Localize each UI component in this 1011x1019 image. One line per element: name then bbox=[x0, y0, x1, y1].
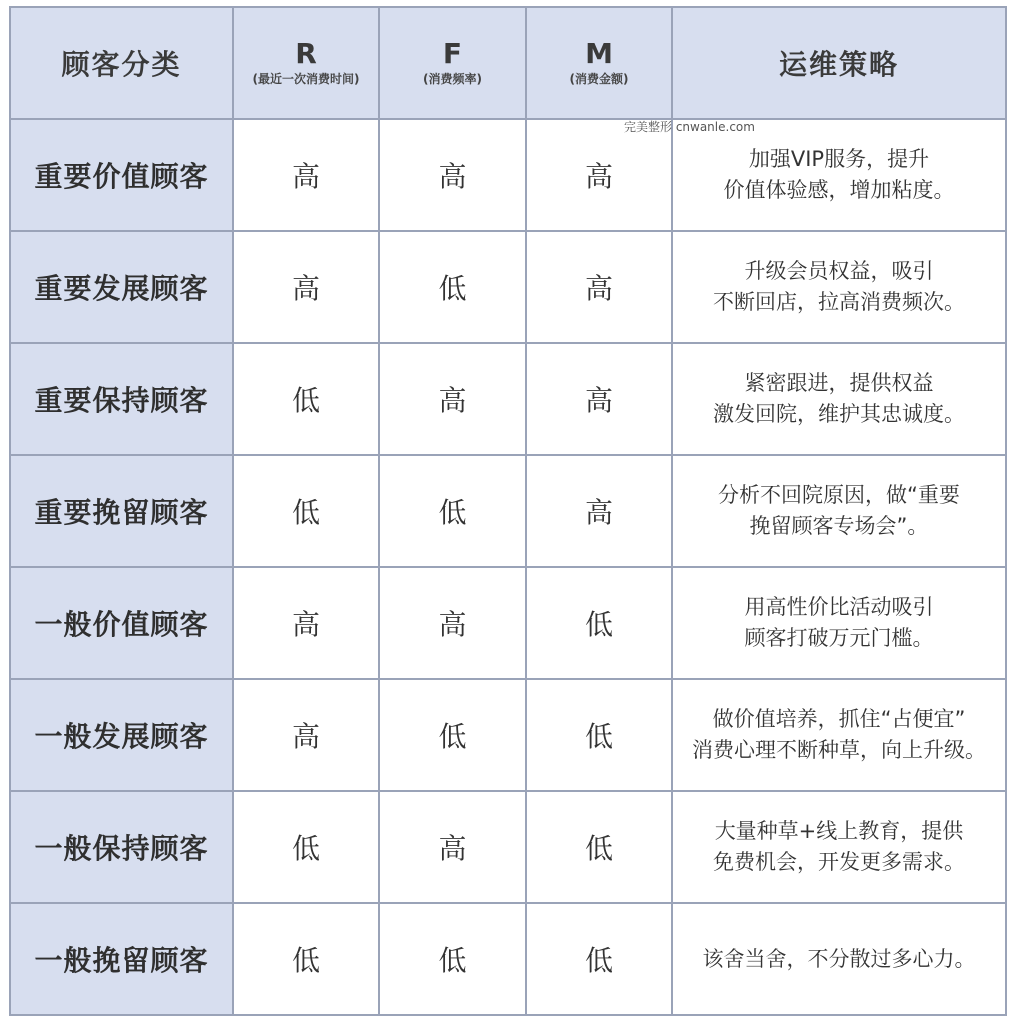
table-row bbox=[10, 119, 1006, 231]
r-value-cell: 高 bbox=[233, 679, 379, 791]
header-category-label: 顾客分类 bbox=[61, 48, 182, 81]
f-value-cell: 低 bbox=[379, 903, 526, 1015]
header-f-letter: F bbox=[442, 37, 463, 70]
f-value-cell: 高 bbox=[379, 343, 526, 455]
strategy-cell bbox=[672, 679, 1006, 791]
strategy-line: 做价值培养，抓住“占便宜” bbox=[712, 707, 966, 731]
strategy-line: 价值体验感，增加粘度。 bbox=[723, 178, 955, 202]
strategy-line: 免费机会，开发更多需求。 bbox=[713, 850, 965, 874]
strategy-line: 顾客打破万元门槛。 bbox=[744, 626, 934, 650]
category-cell: 一般保持顾客 bbox=[10, 791, 233, 903]
header-category bbox=[10, 7, 233, 119]
r-value-cell: 高 bbox=[233, 231, 379, 343]
category-cell: 一般挽留顾客 bbox=[10, 903, 233, 1015]
header-m bbox=[526, 7, 672, 119]
strategy-line: 紧密跟进，提供权益 bbox=[744, 371, 934, 395]
table-row bbox=[10, 455, 1006, 567]
watermark-text: 完美整形 cnwanle.com bbox=[624, 120, 755, 134]
table-row bbox=[10, 231, 1006, 343]
strategy-line: 用高性价比活动吸引 bbox=[744, 595, 934, 619]
strategy-line: 不断回店，拉高消费频次。 bbox=[713, 290, 965, 314]
category-cell: 一般价值顾客 bbox=[10, 567, 233, 679]
table-row bbox=[10, 567, 1006, 679]
category-cell: 重要挽留顾客 bbox=[10, 455, 233, 567]
r-value-cell: 低 bbox=[233, 791, 379, 903]
header-f-subtitle: (消费频率) bbox=[423, 72, 482, 86]
strategy-cell bbox=[672, 231, 1006, 343]
table-header-row bbox=[10, 7, 1006, 119]
header-m-letter: M bbox=[585, 37, 613, 70]
f-value-cell: 低 bbox=[379, 455, 526, 567]
strategy-line: 分析不回院原因，做“重要 bbox=[718, 483, 960, 507]
r-value-cell: 高 bbox=[233, 119, 379, 231]
m-value-cell: 高 bbox=[526, 455, 672, 567]
r-value-cell: 高 bbox=[233, 567, 379, 679]
header-r-subtitle: (最近一次消费时间) bbox=[252, 72, 360, 86]
strategy-cell bbox=[672, 567, 1006, 679]
m-value-cell: 高 bbox=[526, 343, 672, 455]
strategy-line: 大量种草+线上教育，提供 bbox=[714, 819, 964, 843]
strategy-line: 加强VIP服务，提升 bbox=[748, 147, 930, 171]
header-strategy-label: 运维策略 bbox=[778, 48, 899, 81]
m-value-cell: 低 bbox=[526, 903, 672, 1015]
strategy-cell bbox=[672, 455, 1006, 567]
f-value-cell: 高 bbox=[379, 119, 526, 231]
header-r bbox=[233, 7, 379, 119]
category-cell: 重要价值顾客 bbox=[10, 119, 233, 231]
strategy-line: 该舍当舍，不分散过多心力。 bbox=[702, 946, 976, 971]
category-cell: 重要保持顾客 bbox=[10, 343, 233, 455]
header-f bbox=[379, 7, 526, 119]
strategy-cell bbox=[672, 903, 1006, 1015]
m-value-cell: 高 bbox=[526, 231, 672, 343]
r-value-cell: 低 bbox=[233, 343, 379, 455]
strategy-line: 挽留顾客专场会”。 bbox=[749, 514, 929, 538]
table-row bbox=[10, 343, 1006, 455]
table-row bbox=[10, 679, 1006, 791]
header-m-subtitle: (消费金额) bbox=[569, 72, 629, 86]
table-row bbox=[10, 791, 1006, 903]
strategy-cell bbox=[672, 343, 1006, 455]
r-value-cell: 低 bbox=[233, 903, 379, 1015]
m-value-cell: 高 bbox=[526, 119, 672, 231]
f-value-cell: 高 bbox=[379, 791, 526, 903]
table-row bbox=[10, 903, 1006, 1015]
strategy-line: 激发回院，维护其忠诚度。 bbox=[713, 402, 965, 426]
category-cell: 重要发展顾客 bbox=[10, 231, 233, 343]
f-value-cell: 低 bbox=[379, 679, 526, 791]
m-value-cell: 低 bbox=[526, 791, 672, 903]
r-value-cell: 低 bbox=[233, 455, 379, 567]
f-value-cell: 低 bbox=[379, 231, 526, 343]
m-value-cell: 低 bbox=[526, 567, 672, 679]
f-value-cell: 高 bbox=[379, 567, 526, 679]
category-cell: 一般发展顾客 bbox=[10, 679, 233, 791]
strategy-line: 消费心理不断种草，向上升级。 bbox=[692, 738, 986, 762]
header-r-letter: R bbox=[295, 37, 317, 70]
strategy-cell bbox=[672, 119, 1006, 231]
strategy-cell bbox=[672, 791, 1006, 903]
m-value-cell: 低 bbox=[526, 679, 672, 791]
rfm-customer-table bbox=[9, 6, 1007, 1016]
header-strategy bbox=[672, 7, 1006, 119]
strategy-line: 升级会员权益，吸引 bbox=[744, 259, 934, 283]
